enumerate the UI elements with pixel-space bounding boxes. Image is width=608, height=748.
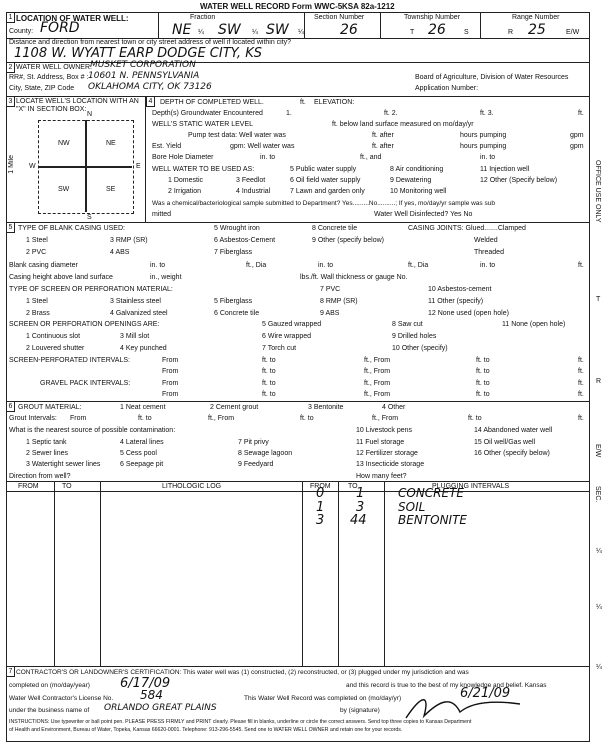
quarter-2: ¼: [252, 29, 258, 36]
est-after: ft. after: [372, 143, 394, 150]
quarter-1: ¼: [198, 29, 204, 36]
gpi-ftfrom-2: ft., From: [364, 391, 391, 398]
cert-license-label: Water Well Contractor's License No.: [9, 695, 114, 702]
use-7: 7 Lawn and garden only: [290, 188, 365, 195]
casing-height-label: Casing height above land surface: [9, 274, 113, 281]
opening-5: 5 Gauzed wrapped: [262, 321, 322, 328]
gpi-label: GRAVEL PACK INTERVALS:: [40, 380, 131, 387]
compass-n: N: [87, 111, 93, 118]
office-q2: ¼: [596, 604, 602, 611]
spi-from-2: From: [162, 368, 179, 375]
log-from-header: FROM: [18, 483, 39, 490]
contam-16: 16 Other (specify below): [474, 450, 550, 457]
plug-to-header: TO: [348, 483, 358, 490]
cert-line-1: CONTRACTOR'S OR LANDOWNER'S CERTIFICATION: This water well was (1) constructed, (2) reconstructed, or (3) plugged under my jurisdiction and was: [16, 669, 469, 676]
gpi-ftfrom-1: ft., From: [364, 380, 391, 387]
section-6-number: 6: [6, 401, 15, 412]
divider: [6, 666, 589, 667]
distance-value[interactable]: 1108 W. WYATT EARP DODGE CITY, KS: [14, 46, 262, 61]
form-title: WATER WELL RECORD: [200, 2, 290, 11]
direction-label: Direction from well?: [9, 473, 71, 480]
spi-from-1: From: [162, 357, 179, 364]
divider: [480, 12, 481, 38]
office-t: T: [596, 296, 601, 303]
grout-ftto-2: ft. to: [300, 415, 314, 422]
township-t: T: [410, 29, 415, 36]
contam-14: 14 Abandoned water well: [474, 427, 553, 434]
plug-row-2-to[interactable]: 3: [356, 500, 365, 515]
county-value[interactable]: FORD: [40, 20, 80, 36]
section-2-number: 2: [6, 62, 15, 73]
casing-weight: in., weight: [150, 274, 182, 281]
depth-ft: ft.: [300, 99, 306, 106]
use-5: 5 Public water supply: [290, 166, 357, 173]
cert-record-completed-label: This Water Well Record was completed on (mo/day/yr): [244, 695, 402, 702]
grout-ftto-1: ft. to: [138, 415, 152, 422]
log-col-5: [384, 481, 385, 666]
cert-signature-label: by (signature): [340, 707, 380, 714]
mile-label: 1 Mile: [8, 155, 15, 174]
gpi-ftto-1: ft. to: [262, 380, 276, 387]
casing-4: 4 ABS: [110, 249, 130, 256]
plug-from-header: FROM: [310, 483, 331, 490]
fraction-label: Fraction: [190, 14, 216, 21]
cert-true-label: and this record is true to the best of my knowledge and belief. Kansas: [346, 682, 547, 689]
casing-threaded: Threaded: [474, 249, 504, 256]
spi-ftto-2: ft. to: [476, 357, 490, 364]
lithologic-log-header: LITHOLOGIC LOG: [162, 483, 222, 490]
contam-9: 9 Feedyard: [238, 461, 274, 468]
casing-joints: CASING JOINTS: Glued.......Clamped: [408, 225, 526, 232]
spi-ftto-3: ft. to: [262, 368, 276, 375]
contamination-label: What is the nearest source of possible contamination:: [9, 427, 176, 434]
application-label: Application Number:: [415, 85, 479, 92]
est-yield-label: Est. Yield: [152, 143, 182, 150]
compass-e: E: [136, 163, 141, 170]
groundwater-2: ft. 2.: [384, 110, 398, 117]
spi-ft-2: ft.: [578, 368, 584, 375]
blank-diameter-label: Blank casing diameter: [9, 262, 78, 269]
groundwater-ft: ft.: [578, 110, 584, 117]
screen-2: 2 Brass: [26, 310, 50, 317]
log-col-4: [338, 481, 339, 666]
opening-6: 6 Wire wrapped: [262, 333, 312, 340]
section-5-number: 5: [6, 222, 15, 233]
pump-gpm: gpm: [570, 132, 584, 139]
quadrant-sw: SW: [58, 186, 70, 193]
divider: [145, 96, 146, 222]
groundwater-1: 1.: [286, 110, 292, 117]
grout-2: 2 Cement grout: [210, 404, 259, 411]
screen-3: 3 Stainless steel: [110, 298, 161, 305]
contam-13: 13 Insecticide storage: [356, 461, 425, 468]
screen-label: TYPE OF SCREEN OR PERFORATION MATERIAL:: [9, 286, 173, 293]
range-label: Range Number: [512, 14, 560, 21]
casing-9: 9 Other (specify below): [312, 237, 384, 244]
fraction-2[interactable]: SW: [218, 22, 241, 38]
gpi-from-1: From: [162, 380, 179, 387]
opening-9: 9 Drilled holes: [392, 333, 437, 340]
plug-row-2-desc[interactable]: SOIL: [398, 500, 426, 514]
grout-4: 4 Other: [382, 404, 406, 411]
screen-6: 6 Concrete tile: [214, 310, 260, 317]
owner-city[interactable]: OKLAHOMA CITY, OK 73126: [88, 82, 212, 92]
office-r: R: [596, 378, 602, 385]
groundwater-3: ft. 3.: [480, 110, 494, 117]
screen-4: 4 Galvanized steel: [110, 310, 168, 317]
grout-ft: ft.: [578, 415, 584, 422]
section-box-horizontal: [38, 166, 132, 168]
use-12: 12 Other (Specify below): [480, 177, 558, 184]
opening-4: 4 Key punched: [120, 345, 167, 352]
range-r: R: [508, 29, 514, 36]
divider: [158, 12, 159, 38]
use-9: 9 Dewatering: [390, 177, 432, 184]
section-number-value[interactable]: 26: [340, 22, 358, 38]
form-number: Form WWC-5: [292, 2, 343, 11]
fraction-1[interactable]: NE: [172, 22, 192, 38]
log-col-2: [100, 481, 101, 666]
ksa-number: KSA 82a-1212: [342, 2, 395, 11]
bore-ft-and: ft., and: [360, 154, 382, 161]
office-sec: SEC.: [594, 486, 601, 503]
use-label: WELL WATER TO BE USED AS:: [152, 166, 255, 173]
opening-10: 10 Other (specify): [392, 345, 448, 352]
quarter-3: ¼: [298, 29, 304, 36]
cert-completed-label: completed on (mo/day/year): [9, 682, 90, 689]
distance-label: Distance and direction from nearest town or city street address of well if located within city?: [9, 39, 292, 46]
contam-8: 8 Sewage lagoon: [238, 450, 293, 457]
gpi-ft-2: ft.: [578, 391, 584, 398]
spi-ft-1: ft.: [578, 357, 584, 364]
township-value[interactable]: 26: [428, 22, 446, 38]
screen-12: 12 None used (open hole): [428, 310, 509, 317]
office-use-label: OFFICE USE ONLY: [594, 160, 601, 223]
use-8: 8 Air conditioning: [390, 166, 444, 173]
rr-label: RR#, St. Address, Box # :: [9, 74, 89, 81]
screen-10: 10 Asbestos-cement: [428, 286, 492, 293]
diam-in-to-2: in. to: [318, 262, 334, 269]
township-label: Township Number: [404, 14, 461, 21]
instructions-line-1: INSTRUCTIONS: Use typewriter or ball point pen. PLEASE PRESS FIRMLY and PRINT clearly. Please fill in blanks, underline or circle the correct answers. Send top three copies to Kansas Department: [9, 719, 472, 725]
screen-1: 1 Steel: [26, 298, 48, 305]
compass-s: S: [87, 214, 92, 221]
chem-sample-label: Was a chemical/bacteriological sample submitted to Department? Yes.........No..........; If yes, mo/day/yr sample was sub: [152, 200, 495, 207]
gpi-ftto-4: ft. to: [476, 391, 490, 398]
grout-intervals-label: Grout Intervals:: [9, 415, 57, 422]
cert-record-date[interactable]: 6/21/09: [460, 686, 511, 701]
diam-ft: ft.: [578, 262, 584, 269]
divider: [6, 222, 589, 223]
use-10: 10 Monitoring well: [390, 188, 447, 195]
static-label: WELL'S STATIC WATER LEVEL: [152, 121, 254, 128]
quadrant-nw: NW: [58, 140, 70, 147]
divider: [6, 481, 589, 482]
cert-business-name[interactable]: ORLANDO GREAT PLAINS: [104, 703, 217, 713]
opening-3: 3 Mill slot: [120, 333, 150, 340]
plug-row-3-from[interactable]: 3: [316, 513, 325, 528]
screen-8: 8 RMP (SR): [320, 298, 358, 305]
section-number-label: Section Number: [314, 14, 365, 21]
section-1-number: 1: [6, 12, 15, 23]
openings-label: SCREEN OR PERFORATION OPENINGS ARE:: [9, 321, 160, 328]
section-4-number: 4: [146, 96, 155, 107]
plug-row-1-desc[interactable]: CONCRETE: [398, 486, 465, 500]
divider: [6, 401, 589, 402]
pump-after: ft. after: [372, 132, 394, 139]
opening-8: 8 Saw cut: [392, 321, 423, 328]
owner-name[interactable]: MUSKET CORPORATION: [90, 60, 196, 70]
est-hours: hours pumping: [460, 143, 507, 150]
log-col-1: [54, 481, 55, 666]
gpi-ftto-3: ft. to: [262, 391, 276, 398]
quadrant-se: SE: [106, 186, 116, 193]
use-1: 1 Domestic: [168, 177, 204, 184]
contam-5: 5 Cess pool: [120, 450, 157, 457]
pump-test-label: Pump test data: Well water was: [188, 132, 286, 139]
office-ew: E/W: [594, 444, 601, 458]
disinfected-label: Water Well Disinfected? Yes No: [374, 211, 473, 218]
township-s: S: [464, 29, 469, 36]
contam-10: 10 Livestock pens: [356, 427, 413, 434]
casing-6: 6 Asbestos-Cement: [214, 237, 276, 244]
depth-label: DEPTH OF COMPLETED WELL.: [160, 99, 264, 106]
spi-label: SCREEN-PERFORATED INTERVALS:: [9, 357, 130, 364]
spi-ftto-4: ft. to: [476, 368, 490, 375]
diam-in-to-3: in. to: [480, 262, 496, 269]
contam-7: 7 Pit privy: [238, 439, 269, 446]
grout-label: GROUT MATERIAL:: [18, 404, 82, 411]
groundwater-label: Depth(s) Groundwater Encountered: [152, 110, 263, 117]
contam-1: 1 Septic tank: [26, 439, 67, 446]
static-measure: ft. below land surface measured on mo/day/yr: [332, 121, 474, 128]
divider: [304, 12, 305, 38]
plug-row-2-from[interactable]: 1: [316, 500, 325, 515]
screen-5: 5 Fiberglass: [214, 298, 253, 305]
contam-6: 6 Seepage pit: [120, 461, 164, 468]
opening-1: 1 Continuous slot: [26, 333, 81, 340]
cert-license-number[interactable]: 584: [140, 688, 163, 702]
screen-11: 11 Other (specify): [428, 298, 484, 305]
locate-label: LOCATE WELL'S LOCATION WITH AN "X" IN SECTION BOX:: [16, 98, 139, 113]
opening-2: 2 Louvered shutter: [26, 345, 85, 352]
est-gpm: gpm: [570, 143, 584, 150]
grout-ftfrom-1: ft., From: [208, 415, 235, 422]
plug-row-3-desc[interactable]: BENTONITE: [398, 513, 467, 527]
location-label: LOCATION OF WATER WELL:: [16, 14, 129, 23]
casing-1: 1 Steel: [26, 237, 48, 244]
grout-3: 3 Bentonite: [308, 404, 344, 411]
plug-row-1-from[interactable]: 0: [316, 486, 325, 501]
contam-4: 4 Lateral lines: [120, 439, 164, 446]
log-to-header: TO: [62, 483, 72, 490]
diam-in-to: in. to: [150, 262, 166, 269]
quadrant-ne: NE: [106, 140, 116, 147]
casing-lbsft: lbs./ft. Wall thickness or gauge No.: [300, 274, 408, 281]
casing-8: 8 Concrete tile: [312, 225, 358, 232]
elevation-label: ELEVATION:: [314, 99, 355, 106]
office-q1: ¼: [596, 548, 602, 555]
plugging-intervals-header: PLUGGING INTERVALS: [432, 483, 510, 490]
bore-in-to-2: in. to: [480, 154, 496, 161]
spi-ftfrom-2: ft., From: [364, 368, 391, 375]
pump-hours: hours pumping: [460, 132, 507, 139]
plug-row-3-to[interactable]: 44: [350, 513, 367, 528]
use-4: 4 Industrial: [236, 188, 271, 195]
owner-address[interactable]: 10601 N. PENNSYLVANIA: [88, 71, 200, 81]
range-ew: E/W: [566, 29, 580, 36]
log-col-3: [302, 481, 303, 666]
spi-ftto-1: ft. to: [262, 357, 276, 364]
diam-ft-dia-2: ft., Dia: [408, 262, 429, 269]
how-many-feet-label: How many feet?: [356, 473, 407, 480]
fraction-3[interactable]: SW: [266, 22, 289, 38]
grout-from-1: From: [70, 415, 87, 422]
bore-in-to: in. to: [260, 154, 276, 161]
casing-label: TYPE OF BLANK CASING USED:: [18, 225, 125, 232]
plug-row-1-to[interactable]: 1: [356, 486, 365, 501]
section-3-number: 3: [6, 96, 15, 107]
grout-ftto-3: ft. to: [468, 415, 482, 422]
grout-1: 1 Neat cement: [120, 404, 166, 411]
section-7-number: 7: [6, 666, 15, 677]
diam-ft-dia-1: ft., Dia: [246, 262, 267, 269]
contam-2: 2 Sewer lines: [26, 450, 69, 457]
use-3: 3 Feedlot: [236, 177, 266, 184]
cert-completed-date[interactable]: 6/17/09: [120, 676, 171, 691]
casing-2: 2 PVC: [26, 249, 47, 256]
divider: [6, 96, 589, 97]
contam-3: 3 Watertight sewer lines: [26, 461, 101, 468]
gpi-from-2: From: [162, 391, 179, 398]
divider: [380, 12, 381, 38]
instructions-line-2: of Health and Environment, Bureau of Water, Topeka, Kansas 66620-0001. Telephone: 913-296-5545. Send one to WATER WELL OWNER and retain one for your records.: [9, 727, 403, 733]
contam-12: 12 Fertilizer storage: [356, 450, 418, 457]
contam-15: 15 Oil well/Gas well: [474, 439, 536, 446]
contam-11: 11 Fuel storage: [356, 439, 405, 446]
spi-ftfrom-1: ft., From: [364, 357, 391, 364]
casing-7: 7 Fiberglass: [214, 249, 253, 256]
est-yield-gpm: gpm: Well water was: [230, 143, 295, 150]
cert-business-label: under the business name of: [9, 707, 90, 714]
use-6: 6 Oil field water supply: [290, 177, 361, 184]
gpi-ftto-2: ft. to: [476, 380, 490, 387]
bore-label: Bore Hole Diameter: [152, 154, 214, 161]
use-2: 2 Irrigation: [168, 188, 202, 195]
city-label: City, State, ZIP Code: [9, 85, 75, 92]
range-value[interactable]: 25: [528, 22, 546, 38]
opening-7: 7 Torch cut: [262, 345, 297, 352]
divider: [6, 491, 589, 492]
county-label: County:: [9, 28, 34, 35]
screen-9: 9 ABS: [320, 310, 340, 317]
board-label: Board of Agriculture, Division of Water Resources: [415, 74, 569, 81]
owner-label: WATER WELL OWNER:: [16, 64, 92, 71]
casing-5: 5 Wrought iron: [214, 225, 260, 232]
use-11: 11 Injection well: [480, 166, 530, 173]
opening-11: 11 None (open hole): [502, 321, 566, 328]
compass-w: W: [29, 163, 36, 170]
office-q3: ¼: [596, 664, 602, 671]
casing-3: 3 RMP (SR): [110, 237, 148, 244]
screen-7: 7 PVC: [320, 286, 341, 293]
mitted-label: mitted: [152, 211, 172, 218]
casing-welded: Welded: [474, 237, 498, 244]
gpi-ft-1: ft.: [578, 380, 584, 387]
grout-ftfrom-2: ft., From: [372, 415, 399, 422]
